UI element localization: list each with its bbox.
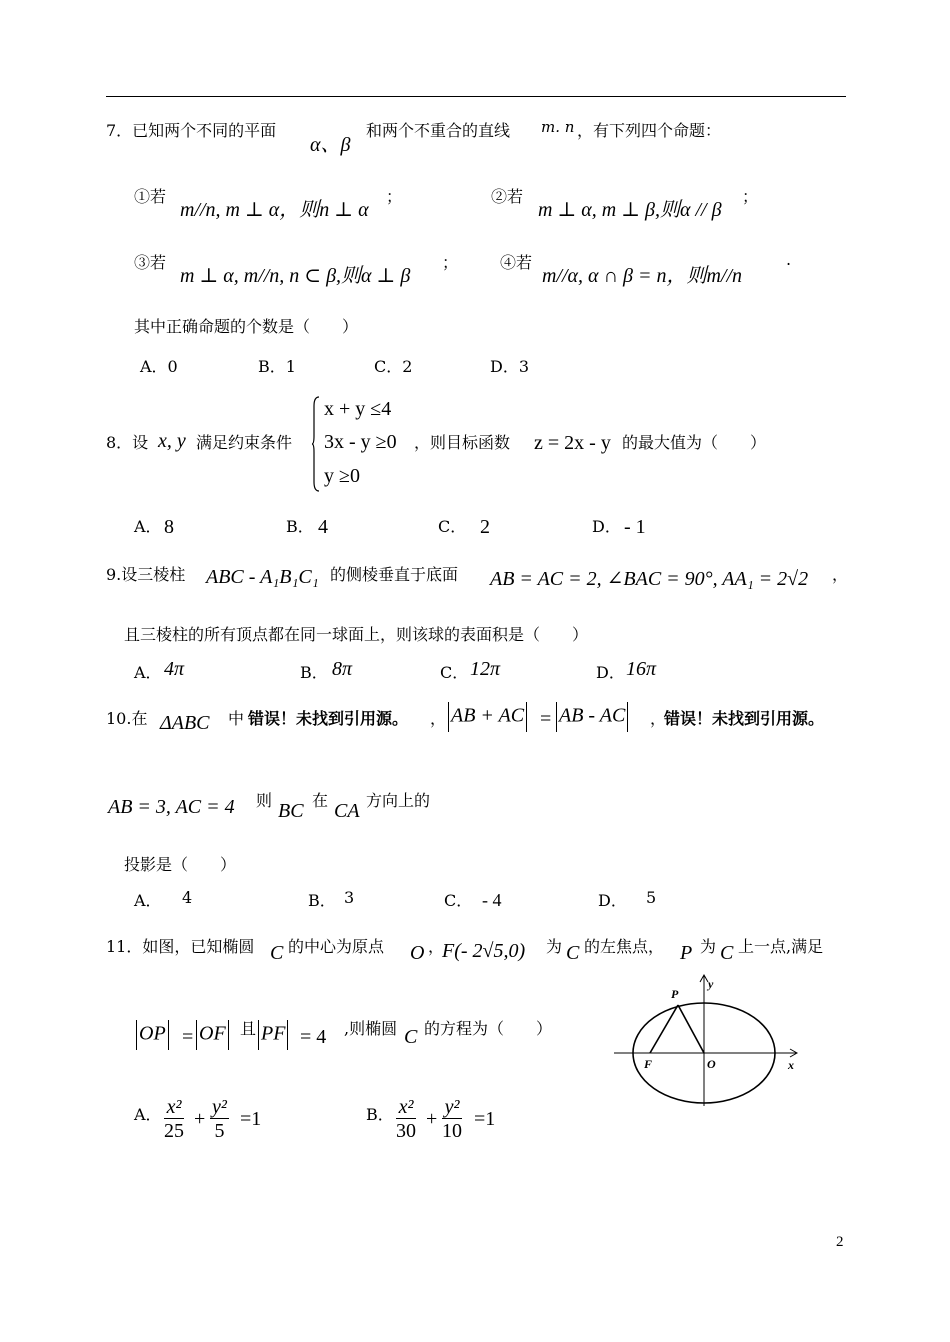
q11-c3: C [720, 942, 734, 964]
header-rule [106, 96, 846, 97]
q7-option-a: A．0 [140, 357, 178, 376]
q10-sep-2: ， [650, 709, 667, 728]
q11-stem-c: 的左焦点， [584, 937, 665, 956]
q10-question: 投影是（ ） [124, 855, 237, 874]
q11-stem-f: 的方程为（ ） [424, 1019, 553, 1038]
q8-constraint-2: 3x - y ≥0 [324, 431, 397, 453]
q10-lhs: AB + AC [451, 704, 525, 727]
q11-stem-d: 上一点,满足 [738, 937, 824, 956]
q9-option-d-label: D． [596, 663, 625, 682]
q10-ca: CA [334, 800, 360, 822]
q11-o: O [410, 942, 425, 964]
q11-p: P [680, 942, 693, 964]
q11-option-b-frac1: $\frac{\text{x²}}{30}$ [396, 1096, 416, 1142]
label-x: x [788, 1058, 794, 1072]
q9-option-b-value: 8π [332, 658, 353, 680]
q10-triangle: ΔABC [160, 712, 210, 734]
q9-prism: ABC - A₁B₁C₁ [206, 566, 319, 588]
q10-option-b-label: B． [308, 891, 336, 910]
q8-option-c-value: 2 [480, 516, 490, 538]
q10-given: AB = 3, AC = 4 [108, 796, 235, 818]
q11-wei: 为 [546, 937, 563, 956]
q11-option-a-label: A． [134, 1105, 162, 1124]
q10-option-b-value: 3 [344, 888, 355, 907]
q8-option-d-value: - 1 [624, 516, 646, 538]
q11-eq: = [182, 1026, 194, 1048]
label-p: P [671, 987, 679, 1001]
q9-stem-c: ， [832, 565, 849, 584]
q11-option-b-plus: + [426, 1108, 438, 1130]
q11-option-a-frac1: $\frac{\text{x²}}{25}$ [164, 1096, 184, 1142]
q11-ellipse-figure [600, 972, 810, 1112]
q7-prop2-label: ②若 [491, 187, 524, 206]
q7-prop1-end: ； [386, 187, 403, 206]
q11-eq4: = 4 [300, 1026, 327, 1048]
q11-stem-e: ,则椭圆 [344, 1019, 398, 1038]
q8-option-d-label: D． [592, 517, 621, 536]
q11-c2: C [566, 942, 580, 964]
q7-question: 其中正确命题的个数是（ ） [134, 317, 359, 336]
q8-option-a-value: 8 [164, 516, 174, 538]
q11-stem-b: 的中心为原点 [288, 937, 385, 956]
label-f: F [644, 1057, 653, 1071]
q8-option-a-label: A． [134, 517, 162, 536]
q11-op: OP [139, 1022, 166, 1045]
q8-stem-b: 满足约束条件 [196, 433, 293, 452]
q11-qie: 且 [240, 1019, 257, 1038]
q7-prop2-end: ； [742, 187, 759, 206]
q9-option-a-label: A． [134, 663, 162, 682]
q11-comma: ， [428, 937, 445, 956]
q10-option-d-label: D． [598, 891, 627, 910]
q9-stem-b: 的侧棱垂直于底面 [330, 565, 459, 584]
q10-ze: 则 [256, 791, 273, 810]
q10-option-a-label: A． [134, 891, 162, 910]
q10-error-1: 错误！未找到引用源。 [248, 709, 409, 728]
q7-stem-b: 和两个不重合的直线 [366, 121, 511, 140]
q10-abs-lhs [446, 702, 529, 732]
q11-option-b-frac2: $\frac{\text{y²}}{10}$ [442, 1096, 462, 1142]
q11-wei2: 为 [700, 937, 717, 956]
q8-option-b-value: 4 [318, 516, 328, 538]
q10-abs-rhs [554, 702, 630, 732]
q9-option-c-label: C． [440, 663, 469, 682]
q8-option-c-label: C． [438, 517, 467, 536]
q8-constraint-3: y ≥0 [324, 465, 360, 487]
q11-option-a-plus: + [194, 1108, 206, 1130]
q11-abs-op [134, 1020, 171, 1050]
q8-stem-c: ，则目标函数 [414, 433, 511, 452]
q9-option-a-value: 4π [164, 658, 185, 680]
q11-abs-pf [256, 1020, 290, 1050]
q8-objective: z = 2x - y [534, 432, 611, 454]
q9-option-d-value: 16π [626, 658, 657, 680]
q11-pf: PF [261, 1022, 286, 1045]
q10-rhs: AB - AC [559, 704, 626, 727]
q7-prop2-expr: m ⊥ α, m ⊥ β,则α // β [538, 199, 722, 221]
q7-planes: α、β [310, 134, 351, 156]
q7-option-d: D．3 [490, 357, 530, 376]
q9-option-b-label: B． [300, 663, 328, 682]
q11-abs-of [194, 1020, 231, 1050]
q11-option-b-eq: =1 [474, 1108, 496, 1130]
segment-po [678, 1005, 704, 1053]
q11-c4: C [404, 1026, 418, 1048]
q7-stem-c: ，有下列四个命题： [577, 121, 722, 140]
q10-option-c-value: - 4 [482, 890, 502, 910]
q7-option-b: B．1 [258, 357, 296, 376]
q8-left-brace [312, 396, 320, 492]
q10-stem-b: 中 [228, 709, 245, 728]
label-o: O [707, 1057, 716, 1071]
q9-question: 且三棱柱的所有顶点都在同一球面上，则该球的表面积是（ ） [124, 625, 589, 644]
q10-option-c-label: C． [444, 891, 473, 910]
q11-option-b-label: B． [366, 1105, 394, 1124]
q7-prop4-expr: m//α, α ∩ β = n，则m//n [542, 265, 743, 287]
q11-c: C [270, 942, 284, 964]
q8-stem-d: 的最大值为（ ） [622, 433, 767, 452]
q9-option-c-value: 12π [470, 658, 501, 680]
q7-prop1-expr: m//n, m ⊥ α，则n ⊥ α [180, 199, 369, 221]
q10-zai: 在 [312, 791, 329, 810]
q7-prop4-end: . [786, 250, 792, 269]
q9-condition: AB = AC = 2, ∠BAC = 90°, AA₁ = 2√2 [490, 568, 809, 590]
q10-option-d-value: 5 [646, 888, 657, 907]
q10-stem: 10.在 [106, 709, 148, 728]
q11-focus: F(- 2√5,0) [442, 940, 526, 962]
q10-sep: ， [430, 709, 447, 728]
q7-option-c: C．2 [374, 357, 413, 376]
q8-option-b-label: B． [286, 517, 314, 536]
page-number: 2 [836, 1234, 844, 1250]
q10-option-a-value: 4 [182, 888, 193, 907]
q11-stem: 11．如图，已知椭圆 [106, 937, 255, 956]
q11-option-a-eq: =1 [240, 1108, 262, 1130]
q7-prop3-label: ③若 [134, 253, 167, 272]
q10-direction: 方向上的 [366, 791, 431, 810]
q8-stem: 8．设 [106, 433, 149, 452]
label-y: y [708, 977, 714, 991]
q8-vars: x, y [158, 430, 186, 452]
q7-prop1-label: ①若 [134, 187, 167, 206]
q7-stem: 7．已知两个不同的平面 [106, 121, 277, 140]
q7-prop4-label: ④若 [500, 253, 533, 272]
q8-constraint-1: x + y ≤4 [324, 398, 392, 420]
q10-eq: = [540, 708, 552, 730]
q10-bc: BC [278, 800, 304, 822]
q7-lines: m. n [541, 118, 575, 136]
q9-stem: 9.设三棱柱 [106, 565, 186, 584]
q7-prop3-end: ； [442, 253, 459, 272]
q11-option-a-frac2: $\frac{\text{y²}}{5}$ [212, 1096, 227, 1142]
q10-error-2: 错误！未找到引用源。 [664, 709, 825, 728]
q11-of: OF [199, 1022, 226, 1045]
q7-prop3-expr: m ⊥ α, m//n, n ⊂ β,则α ⊥ β [180, 265, 411, 287]
